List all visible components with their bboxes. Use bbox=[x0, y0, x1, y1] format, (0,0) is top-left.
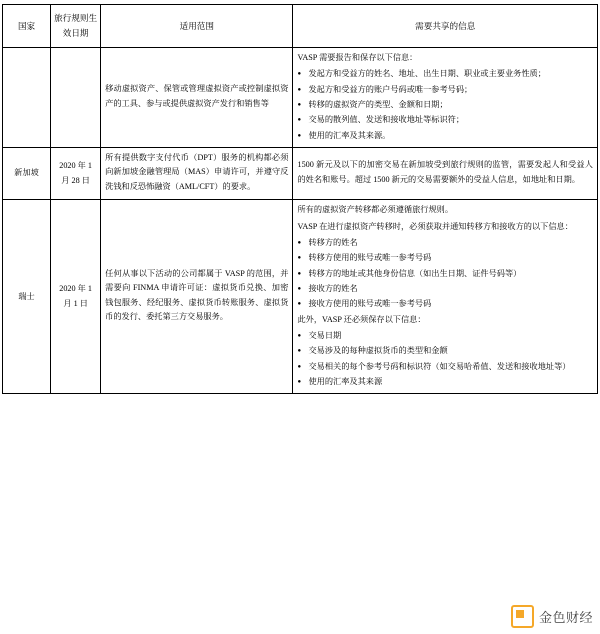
list-item: ● 发起方和受益方的姓名、地址、出生日期、职业或主要业务性质； bbox=[297, 67, 593, 81]
cell-scope bbox=[101, 200, 293, 394]
cell-info bbox=[293, 200, 598, 394]
cell-info bbox=[293, 48, 598, 148]
list-item: ● 转移方的姓名 bbox=[297, 236, 593, 250]
cell-country: 新加坡 bbox=[3, 148, 51, 200]
list-item: ● 使用的汇率及其来源。 bbox=[297, 129, 593, 143]
list-item: ● 交易日期 bbox=[297, 329, 593, 343]
info-paragraph: 1500 新元及以下的加密交易在新加坡受到旅行规则的监管，需要发起人和受益人的姓名和账号。超过 1500 新元的交易需要额外的受益人信息，如地址和日期。 bbox=[297, 160, 593, 184]
table-row bbox=[3, 148, 598, 200]
cell-scope bbox=[101, 48, 293, 148]
list-item: ● 发起方和受益方的账户号码或唯一参考号码； bbox=[297, 83, 593, 97]
info-lead: VASP 需要报告和保存以下信息： bbox=[297, 53, 418, 63]
info-lead-secondary: VASP 在进行虚拟资产转移时，必须获取并通知转移方和接收方的以下信息： bbox=[297, 221, 573, 231]
travel-rule-table bbox=[2, 4, 598, 394]
cell-date bbox=[51, 48, 101, 148]
header-effective-date: 旅行规则生效日期 bbox=[51, 5, 101, 48]
table-row bbox=[3, 200, 598, 394]
cell-date: 2020 年 1 月 1 日 bbox=[51, 200, 101, 394]
list-item: ● 交易的散列值、发送和接收地址等标识符； bbox=[297, 113, 593, 127]
logo-icon bbox=[511, 605, 534, 628]
list-item: ● 转移方的地址或其他身份信息（如出生日期、证件号码等） bbox=[297, 267, 593, 281]
scope-paragraph: 移动虚拟资产、保管或管理虚拟资产或控制虚拟资产的工具、参与或提供虚拟资产发行和销售等 bbox=[105, 84, 289, 108]
list-item: ● 转移方使用的账号或唯一参考号码 bbox=[297, 251, 593, 265]
table-header-row bbox=[3, 5, 598, 48]
cell-date: 2020 年 1 月 28 日 bbox=[51, 148, 101, 200]
cell-info bbox=[293, 148, 598, 200]
list-item: ● 使用的汇率及其来源 bbox=[297, 375, 593, 389]
cell-country bbox=[3, 48, 51, 148]
watermark bbox=[511, 605, 593, 628]
header-scope: 适用范围 bbox=[101, 5, 293, 48]
cell-country: 瑞士 bbox=[3, 200, 51, 394]
info-bullet-list bbox=[297, 236, 593, 312]
scope-paragraph: 任何从事以下活动的公司都属于 VASP 的范围，并需要向 FINMA 申请许可证：虚拟货币兑换、加密钱包服务、经纪服务、虚拟货币转账服务、虚拟货币的发行、委托第三方交易服务。 bbox=[105, 269, 289, 322]
header-country: 国家 bbox=[3, 5, 51, 48]
info-bullet-list bbox=[297, 67, 593, 143]
list-item: ● 接收方使用的账号或唯一参考号码 bbox=[297, 297, 593, 311]
info-mid: 此外，VASP 还必须保存以下信息： bbox=[297, 314, 426, 324]
list-item: ● 接收方的姓名 bbox=[297, 282, 593, 296]
list-item: ● 交易相关的每个参考号码和标识符（如交易哈希值、发送和接收地址等） bbox=[297, 360, 593, 374]
info-lead: 所有的虚拟资产转移都必须遵循旅行规则。 bbox=[297, 205, 454, 215]
info-bullet-list-secondary bbox=[297, 329, 593, 389]
list-item: ● 转移的虚拟资产的类型、金额和日期； bbox=[297, 98, 593, 112]
scope-paragraph: 所有提供数字支付代币（DPT）服务的机构都必须向新加坡金融管理局（MAS）申请许可，并遵守反洗钱和反恐怖融资（AML/CFT）的要求。 bbox=[105, 153, 289, 191]
table-row bbox=[3, 48, 598, 148]
list-item: ● 交易涉及的每种虚拟货币的类型和金额 bbox=[297, 344, 593, 358]
watermark-label: 金色财经 bbox=[538, 610, 593, 625]
header-shared-info: 需要共享的信息 bbox=[293, 5, 598, 48]
cell-scope bbox=[101, 148, 293, 200]
